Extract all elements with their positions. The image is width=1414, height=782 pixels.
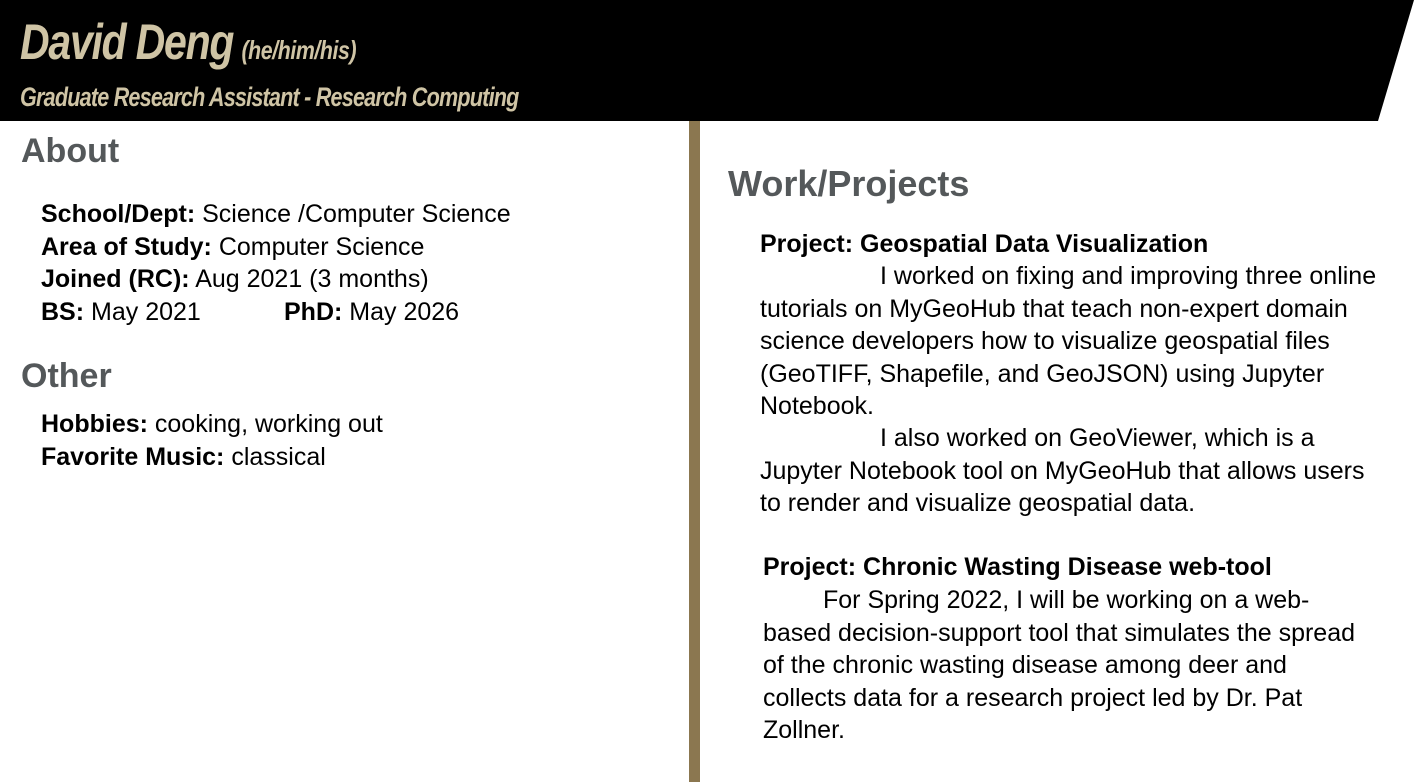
- study-row: [41, 231, 511, 264]
- hobbies-value: cooking, working out: [154, 410, 383, 438]
- column-divider: [689, 121, 700, 782]
- music-row: [41, 441, 383, 474]
- project-title: Project: Chronic Wasting Disease web-tool: [763, 553, 1272, 581]
- degree-row: [41, 296, 511, 329]
- study-label: Area of Study:: [41, 232, 212, 261]
- other-list: [41, 408, 383, 473]
- bs-label: BS:: [41, 297, 85, 326]
- person-name: David Deng: [20, 14, 234, 70]
- pronouns: (he/him/his): [241, 35, 357, 65]
- about-list: [41, 198, 511, 328]
- project-description: For Spring 2022, I will be working on a web-based decision-support tool that simulates the spread of the chronic wasting disease among deer and collects data for a research project led by Dr. Pat Zollner.: [763, 586, 1356, 744]
- phd-label: PhD:: [284, 297, 343, 326]
- study-value: Computer Science: [218, 232, 425, 261]
- bs-value: May 2021: [91, 297, 201, 326]
- phd-value: May 2026: [349, 297, 460, 326]
- project-description: I also worked on GeoViewer, which is a Jupyter Notebook tool on MyGeoHub that allows users to render and visualize geospatial data.: [760, 424, 1365, 517]
- about-heading: About: [21, 132, 120, 170]
- hobbies-label: Hobbies:: [41, 410, 148, 438]
- music-label: Favorite Music:: [41, 442, 225, 471]
- header-banner: [0, 0, 1414, 121]
- joined-row: [41, 263, 511, 296]
- joined-value: Aug 2021 (3 months): [195, 265, 429, 293]
- project-description: I worked on fixing and improving three online tutorials on MyGeoHub that teach non-expert domain science developers how to visualize geospatial files (GeoTIFF, Shapefile, and GeoJSON) using Jupyter Notebook.: [760, 262, 1377, 420]
- school-value: Science /Computer Science: [202, 200, 511, 228]
- school-row: [41, 198, 511, 231]
- person-name-line: [20, 12, 356, 80]
- job-title: Graduate Research Assistant - Research Computing: [20, 82, 519, 112]
- project-title: Project: Geospatial Data Visualization: [760, 230, 1209, 258]
- joined-label: Joined (RC):: [41, 265, 190, 293]
- music-value: classical: [231, 442, 326, 471]
- work-heading: Work/Projects: [728, 163, 970, 204]
- other-heading: Other: [21, 357, 112, 395]
- school-label: School/Dept:: [41, 200, 196, 228]
- hobbies-row: [41, 408, 383, 441]
